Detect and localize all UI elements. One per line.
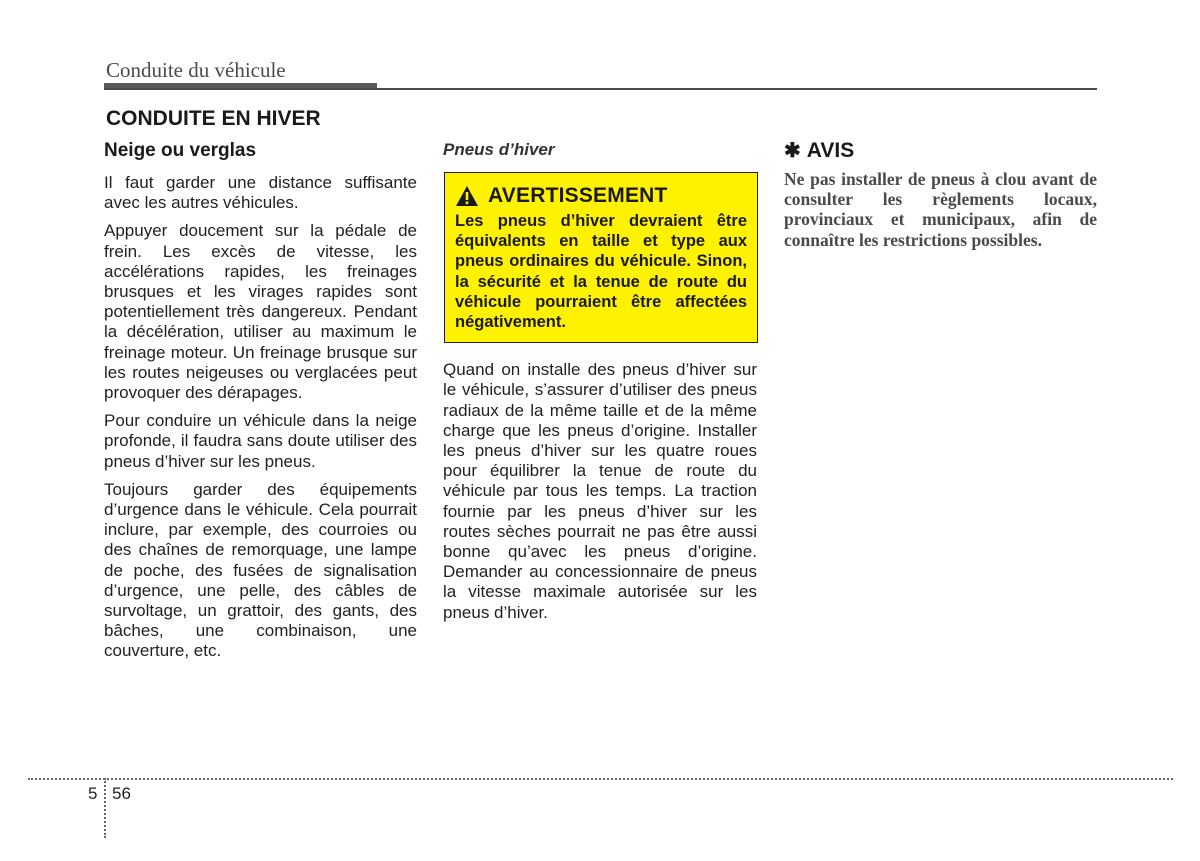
paragraph: Pour conduire un véhicule dans la neige profonde, il faudra sans doute utiliser des pneus d’hiver sur les pneus. <box>104 411 417 471</box>
page-number: 56 <box>112 784 131 803</box>
column-right <box>784 138 1097 250</box>
footer-divider <box>104 778 106 838</box>
avis-header <box>784 138 1097 164</box>
warning-triangle-icon <box>455 185 479 207</box>
paragraph: Quand on installe des pneus d’hiver sur le véhicule, s’assurer d’utiliser des pneus radiaux de la même taille et de la même charge que les pneus d’origine. Installer les pneus d’hiver sur les quatre roues pour équilibrer la tenue de route du véhicule par tous les temps. La traction fournie par les pneus d’hiver sur les routes sèches pourrait ne pas être aussi bonne qu’avec les pneus d’origine. Demander au concessionnaire de pneus la vitesse maximale autorisée sur les pneus d’hiver. <box>443 360 757 622</box>
footer-rule <box>28 778 1173 780</box>
avis-title: AVIS <box>806 139 855 162</box>
column-middle <box>443 138 757 631</box>
warning-header <box>455 184 747 208</box>
chapter-number: 5 <box>88 784 98 803</box>
paragraph: Toujours garder des équipements d’urgence dans le véhicule. Cela pourrait inclure, par exemple, des courroies ou des chaînes de remorquage, une lampe de poche, des fusées de signalisation d’urgence, une pelle, des câbles de survoltage, un grattoir, des gants, des bâches, une combinaison, une couverture, etc. <box>104 479 417 661</box>
subheading-pneus-hiver: Pneus d’hiver <box>443 140 555 159</box>
column-left <box>104 138 417 670</box>
header-title: Conduite du véhicule <box>106 58 286 82</box>
warning-title: AVERTISSEMENT <box>488 184 668 207</box>
section-title: CONDUITE EN HIVER <box>106 107 321 130</box>
warning-text: Les pneus d’hiver devraient être équivalents en taille et type aux pneus ordinaires du véhicule. Sinon, la sécurité et la tenue de route du véhicule pourraient être affectées négativement. <box>455 212 747 332</box>
asterisk-icon: ✱ <box>784 140 801 162</box>
subheading-neige: Neige ou verglas <box>104 140 257 161</box>
avis-text: Ne pas installer de pneus à clou avant de consulter les règlements locaux, provinciaux et municipaux, afin de connaître les restrictions possibles. <box>784 169 1097 250</box>
paragraph: Il faut garder une distance suffisante avec les autres véhicules. <box>104 173 417 213</box>
paragraph: Appuyer doucement sur la pédale de frein. Les excès de vitesse, les accélérations rapides, les freinages brusques et les virages rapides sont potentiellement très dangereux. Pendant la décélération, utiliser au maximum le freinage moteur. Un freinage brusque sur les routes neigeuses ou verglacées peut provoquer des dérapages. <box>104 221 417 403</box>
header-rule <box>104 88 1097 90</box>
warning-box <box>444 172 758 343</box>
